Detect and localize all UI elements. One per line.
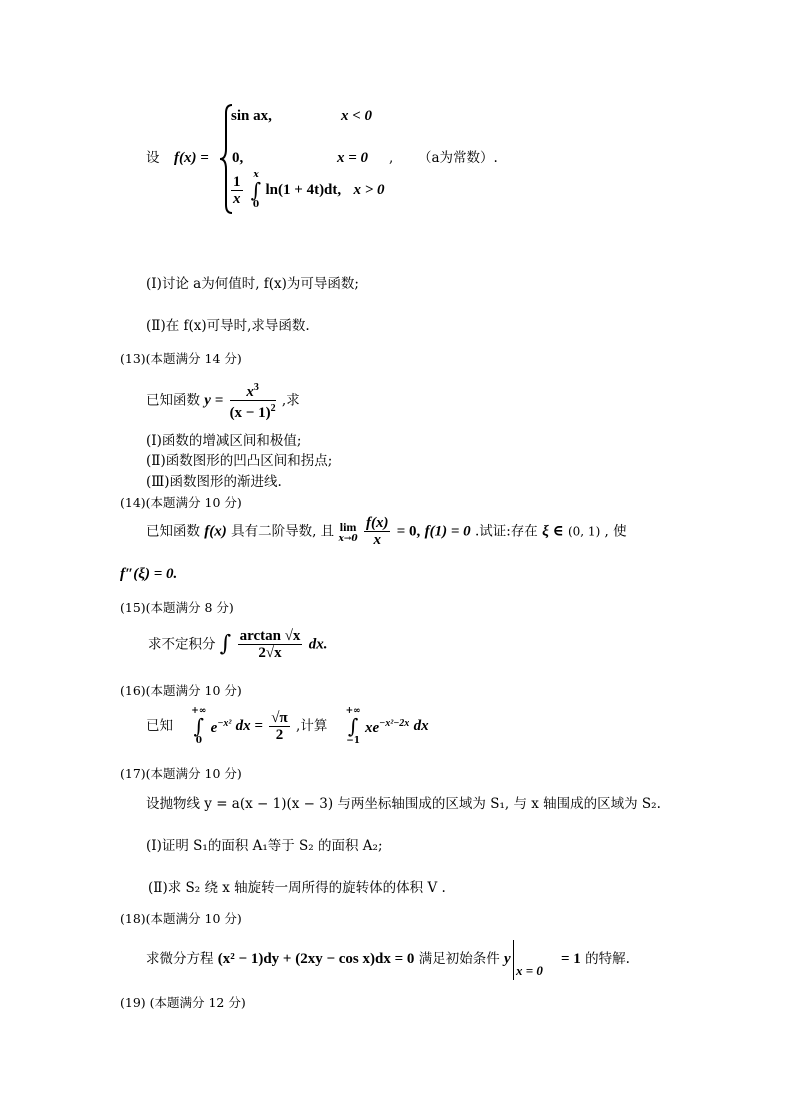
integral-sign-icon: ∫	[219, 631, 232, 657]
p12-case2-cond: x = 0	[337, 150, 369, 166]
p16-header: (16)(本题满分 10 分)	[120, 683, 242, 698]
p17-part1: (Ⅰ)证明 S₁的面积 A₁等于 S₂ 的面积 A₂;	[146, 838, 383, 854]
p12-case3-cond: x > 0	[353, 182, 385, 198]
p16-int2: +∞ ∫ −1	[345, 706, 361, 746]
p14-conclusion: f″(ξ) = 0.	[120, 566, 178, 582]
p13-part2: (Ⅱ)函数图形的凹凸区间和拐点;	[146, 453, 333, 469]
p17-part2: (Ⅱ)求 S₂ 绕 x 轴旋转一周所得的旋转体的体积 V .	[148, 880, 446, 896]
p15-header: (15)(本题满分 8 分)	[120, 600, 234, 615]
p17-statement: 设抛物线 y = a(x − 1)(x − 3) 与两坐标轴围成的区域为 S₁, 与 x 轴围成的区域为 S₂.	[146, 796, 661, 812]
p16-int1: +∞ ∫ 0	[191, 706, 207, 746]
p12-integrand: ln(1 + 4t)dt,	[265, 182, 342, 198]
p12-part1: (Ⅰ)讨论 a为何值时, f(x)为可导函数;	[146, 276, 359, 292]
p12-case2-expr: 0,	[232, 150, 244, 166]
p13-fraction: $\frac{x^3}{(x - 1)^2}$	[229, 382, 276, 421]
p18-header: (18)(本题满分 10 分)	[120, 911, 242, 926]
p13-part3: (Ⅲ)函数图形的渐进线.	[146, 474, 282, 490]
p12-int-limits: x ∫ 0	[250, 170, 262, 210]
p15-fraction: $\frac{\arctan √x}{2√x}$	[239, 628, 301, 661]
p14-statement: 已知函数 f(x) 具有二阶导数, 且 lim x→0 $\frac{f(x)}{x}$ = 0, f(1) = 0 .试证:存在 ξ ∈ (0, 1) , 使	[146, 515, 627, 548]
evaluation-bar	[513, 940, 514, 980]
p16-statement: 已知 +∞ ∫ 0 $e^{-x^2}$ dx = $\frac{√\pi}{2}$ ,计算 +∞ ∫ −1 $xe^{-x^2-2x}$ dx	[146, 706, 429, 746]
p13-header: (13)(本题满分 14 分)	[120, 351, 242, 366]
p14-limit: lim x→0	[338, 519, 358, 544]
p12-note: （a为常数）.	[418, 150, 498, 166]
p18-statement: 求微分方程 (x² − 1)dy + (2xy − cos x)dx = 0 满足初始条件 y	[146, 951, 511, 967]
p13-statement: 已知函数 y = $\frac{x^3}{(x - 1)^2}$ ,求	[146, 382, 300, 421]
p14-header: (14)(本题满分 10 分)	[120, 495, 242, 510]
p12-case1-cond: x < 0	[341, 108, 373, 124]
p18-cond: x = 0	[516, 963, 543, 978]
p16-rhs-fraction: $\frac{√\pi}{2}$	[271, 709, 288, 743]
p12-func-label: f(x) =	[174, 150, 209, 166]
p18-tail: = 1 的特解.	[561, 951, 630, 967]
p12-case3-frac: $\frac{1}{x}$	[233, 173, 241, 207]
p12-comma: ,	[389, 150, 394, 166]
p14-fraction: $\frac{f(x)}{x}$	[365, 515, 389, 548]
p12-lead: 设	[146, 150, 160, 166]
p12-case1-expr: sin ax,	[231, 108, 272, 124]
p12-part2: (Ⅱ)在 f(x)可导时,求导函数.	[146, 318, 310, 334]
p12-case3	[229, 170, 385, 210]
p17-header: (17)(本题满分 10 分)	[120, 766, 242, 781]
p19-header: (19) (本题满分 12 分)	[120, 995, 246, 1010]
p15-statement: 求不定积分 ∫ $\frac{\arctan √x}{2√x}$ dx.	[148, 628, 328, 661]
p13-part1: (Ⅰ)函数的增减区间和极值;	[146, 433, 302, 449]
